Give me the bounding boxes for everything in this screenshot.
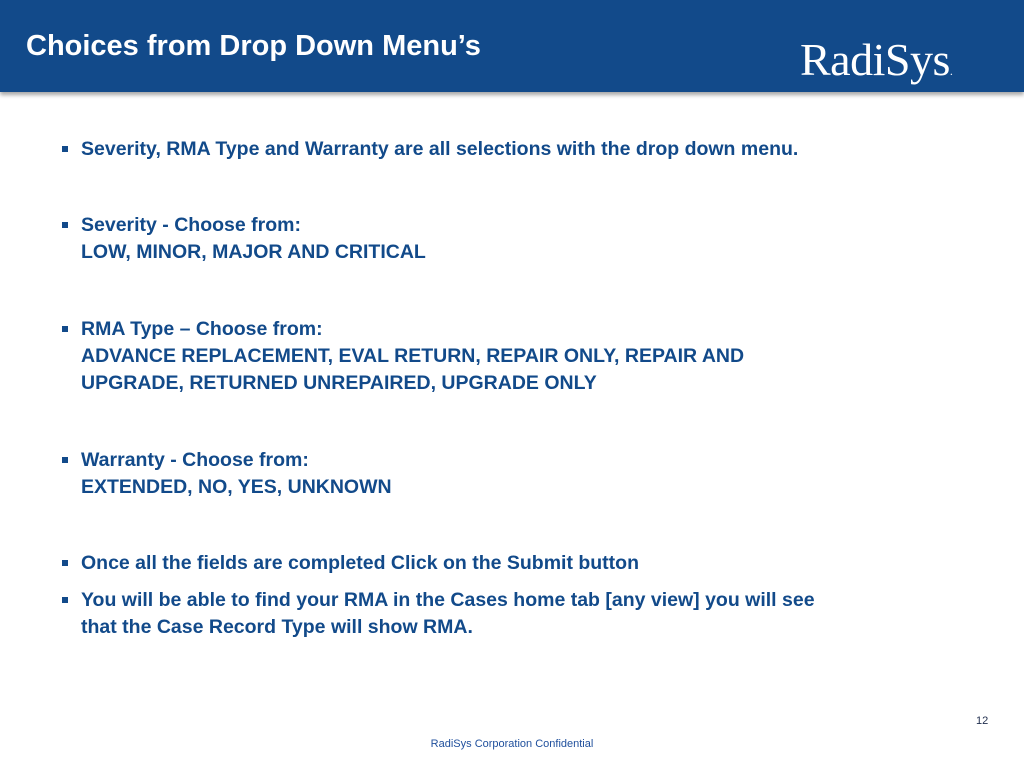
bullet-text: Severity, RMA Type and Warranty are all selections with the drop down menu. — [81, 138, 799, 160]
bullet-item-warranty — [60, 447, 960, 501]
bullet-text: Severity - Choose from: — [81, 214, 301, 236]
square-bullet-icon — [62, 597, 68, 603]
bullet-item-severity — [60, 212, 960, 266]
square-bullet-icon — [62, 457, 68, 463]
logo-mark: . — [949, 64, 953, 78]
bullet-options: EXTENDED, NO, YES, UNKNOWN — [81, 476, 392, 498]
bullet-item-selections — [60, 136, 960, 163]
square-bullet-icon — [62, 146, 68, 152]
bullet-text: You will be able to find your RMA in the Cases home tab [any view] you will see — [81, 589, 815, 611]
slide-title: Choices from Drop Down Menu’s — [26, 30, 481, 62]
bullet-item-find-rma — [60, 587, 960, 641]
bullet-options-continued: UPGRADE, RETURNED UNREPAIRED, UPGRADE ONLY — [81, 372, 597, 394]
logo-text: RadiSys — [800, 34, 950, 85]
confidential-footer: RadiSys Corporation Confidential — [430, 738, 594, 750]
bullet-text-continued: that the Case Record Type will show RMA. — [81, 616, 473, 638]
title-bar — [0, 0, 1024, 92]
square-bullet-icon — [62, 222, 68, 228]
bullet-item-rma-type — [60, 316, 960, 397]
page-number: 12 — [976, 715, 989, 727]
bullet-text: RMA Type – Choose from: — [81, 318, 323, 340]
square-bullet-icon — [62, 560, 68, 566]
bullet-list — [60, 136, 960, 641]
radisys-logo — [800, 34, 952, 97]
bullet-options: ADVANCE REPLACEMENT, EVAL RETURN, REPAIR ONLY, REPAIR AND — [81, 345, 745, 367]
bullet-text: Once all the fields are completed Click on the Submit button — [81, 552, 639, 574]
bullet-text: Warranty - Choose from: — [81, 449, 309, 471]
bullet-options: LOW, MINOR, MAJOR AND CRITICAL — [81, 241, 426, 263]
square-bullet-icon — [62, 326, 68, 332]
bullet-item-submit — [60, 550, 960, 577]
